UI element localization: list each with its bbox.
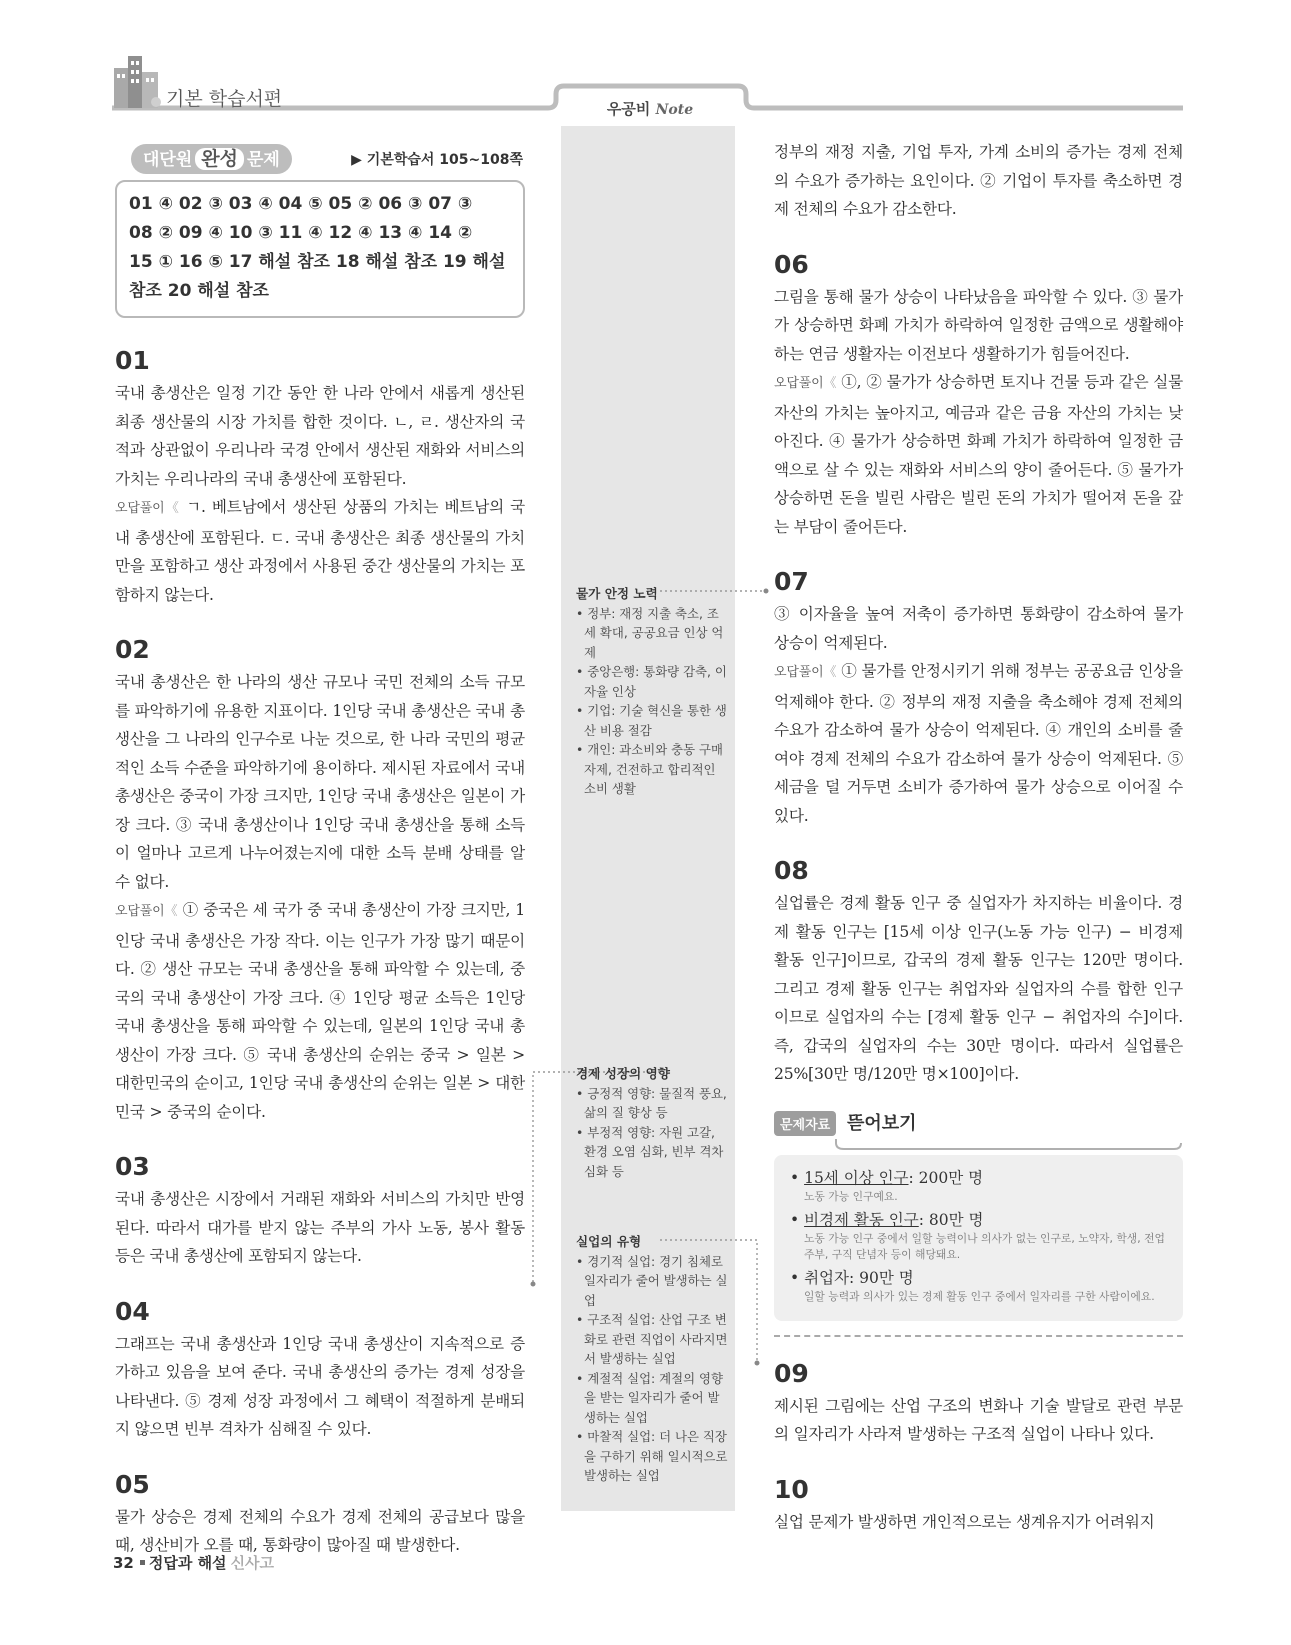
note-list [576, 604, 728, 799]
answer-key-badge [131, 144, 292, 174]
material-box [774, 1155, 1183, 1321]
wrong-answer-label [115, 501, 180, 516]
note-item: • 계절적 실업: 계절의 영향을 받는 일자리가 줄어 발생하는 실업 [576, 1369, 728, 1428]
material-label: 비경제 활동 인구 [804, 1210, 919, 1229]
explanation-text: 실업률은 경제 활동 인구 중 실업자가 차지하는 비율이다. 경제 활동 인구는 [15세 이상 인구(노동 가능 인구) − 비경제 활동 인구]이므로, 갑국의 경제 활동 인구는 120만 명이다. 그리고 경제 활동 인구는 취업자와 실업자의 수를 합한 인구이므로 실업자의 수는 [경제 활동 인구 − 취업자의 수]이다. 즉, 갑국의 실업자의 수는 30만 명이다. 따라서 실업률은 25%[30만 명/120만 명×100]이다. [774, 894, 1183, 1083]
question-number: 02 [115, 635, 150, 664]
explanation-text: 국내 총생산은 일정 기간 동안 한 나라 안에서 새롭게 생산된 최종 생산물의 시장 가치를 합한 것이다. ㄴ, ㄹ. 생산자의 국적과 상관없이 우리나라 국경 안에서 생산된 재화와 서비스의 가치는 우리나라의 국내 총생산에 포함된다. [115, 384, 525, 488]
page-number: 32 [113, 1554, 134, 1572]
explanation-text: 그래프는 국내 총생산과 1인당 국내 총생산이 지속적으로 증가하고 있음을 보여 준다. 국내 총생산의 증가는 경제 성장을 나타낸다. ⑤ 경제 성장 과정에서 그 혜택이 적절하게 분배되지 않으면 빈부 격차가 심해질 수 있다. [115, 1334, 525, 1438]
wrong-answer-explanation [115, 493, 525, 609]
wrong-label-text: 오답풀이 [115, 904, 165, 919]
reference-text: 기본학습서 105~108쪽 [366, 152, 523, 168]
note-item: • 기업: 기술 혁신을 통한 생산 비용 절감 [576, 701, 728, 740]
wrong-answer-text: ㄱ. 베트남에서 생산된 상품의 가치는 베트남의 국내 총생산에 포함된다. ㄷ. 국내 총생산은 최종 생산물의 가치만을 포함하고 생산 과정에서 사용된 중간 생산물의 가치는 포함하지 않는다. [115, 498, 525, 604]
material-sub: 노동 가능 인구 중에서 일할 능력이나 의사가 없는 인구로, 노약자, 학생, 전업주부, 구직 단념자 등이 해당돼요. [804, 1231, 1165, 1261]
material-value: : 90만 명 [849, 1268, 914, 1287]
material-divider [774, 1335, 1183, 1337]
explanation-text: 국내 총생산은 한 나라의 생산 규모나 국민 전체의 소득 규모를 파악하기에 유용한 지표이다. 1인당 국내 총생산은 국내 총생산을 그 나라의 인구수로 나눈 것으로, 한 나라 국민의 평균적인 소득 수준을 파악하기에 용이하다. 제시된 자료에서 국내 총생산은 중국이 가장 크지만, 1인당 국내 총생산은 일본이 가장 크다. ③ 국내 총생산이나 1인당 국내 총생산을 통해 소득이 얼마나 고르게 나누어졌는지에 대한 소득 분배 상태를 알 수 없다. [115, 673, 525, 891]
material-item: • 취업자: 90만 명 [790, 1268, 914, 1287]
badge-big: 완성 [195, 148, 244, 170]
material-item: • 15세 이상 인구: 200만 명 [790, 1168, 984, 1187]
material-title: 뜯어보기 [847, 1112, 917, 1134]
note-item: • 중앙은행: 통화량 감축, 이자율 인상 [576, 662, 728, 701]
explanation-text: 제시된 그림에는 산업 구조의 변화나 기술 발달로 관련 부문의 일자리가 사라져 발생하는 구조적 실업이 나타나 있다. [774, 1396, 1183, 1443]
material-item: • 비경제 활동 인구: 80만 명 [790, 1210, 984, 1229]
right-column [774, 138, 1183, 1536]
material-label: 취업자 [804, 1268, 849, 1287]
answer-line: 08 ② 09 ④ 10 ③ 11 ④ 12 ④ 13 ④ 14 ② [129, 223, 473, 243]
note-item: • 정부: 재정 지출 축소, 조세 확대, 공공요금 인상 억제 [576, 604, 728, 663]
wrong-answer-label [115, 904, 178, 919]
question-number: 07 [774, 567, 809, 596]
note-tab-label [585, 98, 715, 119]
note-title: 실업의 유형 [576, 1234, 642, 1249]
note-item: • 부정적 영향: 자원 고갈, 환경 오염 심화, 빈부 격차 심화 등 [576, 1123, 728, 1182]
material-underline [774, 1137, 1183, 1151]
note-list [576, 1252, 728, 1486]
wrong-answer-text: ① 중국은 세 국가 중 국내 총생산이 가장 크지만, 1인당 국내 총생산은 가장 작다. 이는 인구가 가장 많기 때문이다. ② 생산 규모는 국내 총생산을 통해 파악할 수 있는데, 중국의 국내 총생산이 가장 크다. ④ 1인당 평균 소득은 1인당 국내 총생산을 통해 파악할 수 있는데, 일본의 1인당 국내 총생산이 가장 크다. ⑤ 국내 총생산의 순위는 중국 > 일본 > 대한민국의 순이고, 1인당 국내 총생산의 순위는 일본 > 대한민국 > 중국의 순이다. [115, 901, 525, 1121]
answer-line: 참조 20 해설 참조 [129, 281, 269, 301]
question-number: 06 [774, 249, 809, 279]
wrong-label-text: 오답풀이 [115, 501, 165, 516]
material-badge: 문제자료 [774, 1111, 836, 1136]
chevron-left-icon: 《 [823, 665, 837, 680]
explanation-text: 정부의 재정 지출, 기업 투자, 가계 소비의 증가는 경제 전체의 수요가 증가하는 요인이다. ② 기업이 투자를 축소하면 경제 전체의 수요가 감소한다. [774, 143, 1183, 218]
note-item: • 긍정적 영향: 물질적 풍요, 삶의 질 향상 등 [576, 1084, 728, 1123]
badge-post: 문제 [247, 150, 280, 170]
note-growth-effects [576, 1064, 728, 1181]
material-sub: 일할 능력과 의사가 있는 경제 활동 인구 중에서 일자리를 구한 사람이에요. [804, 1289, 1155, 1303]
wrong-answer-text: ① 물가를 안정시키기 위해 정부는 공공요금 인상을 억제해야 한다. ② 정부의 재정 지출을 축소해야 경제 전체의 수요가 감소하여 물가 상승이 억제된다. ④ 개인의 소비를 줄여야 경제 전체의 수요가 감소하여 물가 상승이 억제된다. ⑤ 세금을 덜 거두면 소비가 증가하여 물가 상승으로 이어질 수 있다. [774, 662, 1183, 825]
material-value: : 200만 명 [908, 1168, 984, 1187]
wrong-answer-explanation [774, 368, 1183, 541]
note-item: • 경기적 실업: 경기 침체로 일자리가 줄어 발생하는 실업 [576, 1252, 728, 1311]
answer-key-box [115, 180, 525, 318]
question-number: 10 [774, 1474, 809, 1504]
wrong-label-text: 오답풀이 [774, 665, 824, 680]
note-item: • 개인: 과소비와 충동 구매 자제, 건전하고 합리적인 소비 생활 [576, 740, 728, 799]
explanation-text: 그림을 통해 물가 상승이 나타났음을 파악할 수 있다. ③ 물가가 상승하면 화폐 가치가 하락하여 일정한 금액으로 생활해야 하는 연금 생활자는 이전보다 생활하기가 힘들어진다. [774, 287, 1183, 363]
question-number: 08 [774, 856, 809, 885]
note-title: 경제 성장의 영향 [576, 1066, 670, 1081]
note-title: 물가 안정 노력 [576, 586, 658, 601]
explanation-text: 물가 상승은 경제 전체의 수요가 경제 전체의 공급보다 많을 때, 생산비가 오를 때, 통화량이 많아질 때 발생한다. [115, 1507, 525, 1554]
note-item: • 구조적 실업: 산업 구조 변화로 관련 직업이 사라지면서 발생하는 실업 [576, 1310, 728, 1369]
wrong-answer-text: ①, ② 물가가 상승하면 토지나 건물 등과 같은 실물 자산의 가치는 높아지고, 예금과 같은 금융 자산의 가치는 낮아진다. ④ 물가가 상승하면 화폐 가치가 하락하여 일정한 금액으로 살 수 있는 재화와 서비스의 양이 줄어든다. ⑤ 물가가 상승하면 돈을 빌린 사람은 빌린 돈의 가치가 떨어져 돈을 갚는 부담이 줄어든다. [774, 373, 1183, 536]
answer-line: 01 ④ 02 ③ 03 ④ 04 ⑤ 05 ② 06 ③ 07 ③ [129, 194, 473, 214]
note-tab-prefix: 우공비 [606, 100, 651, 118]
note-unemployment-types [576, 1232, 728, 1486]
note-item: • 마찰적 실업: 더 나은 직장을 구하기 위해 일시적으로 발생하는 실업 [576, 1427, 728, 1486]
buildings-icon [112, 52, 164, 108]
answer-key-header [115, 144, 525, 180]
material-header [774, 1109, 1183, 1143]
chevron-left-icon: 《 [164, 501, 180, 516]
wrong-answer-label [774, 665, 836, 680]
square-bullet-icon [140, 1560, 145, 1565]
section-label: 기본 학습서편 [166, 88, 283, 110]
badge-pre: 대단원 [143, 150, 193, 170]
explanation-text: 실업 문제가 발생하면 개인적으로는 생계유지가 어려워지 [774, 1512, 1155, 1531]
wrong-label-text: 오답풀이 [774, 376, 824, 391]
chevron-left-icon: 《 [823, 376, 837, 391]
answer-line: 15 ① 16 ⑤ 17 해설 참조 18 해설 참조 19 해설 [129, 252, 506, 272]
publisher-name: 신사고 [230, 1554, 275, 1572]
material-sub: 노동 가능 인구예요. [804, 1189, 898, 1203]
answer-key-reference: ▶ 기본학습서 105~108쪽 [351, 152, 523, 168]
chevron-left-icon: 《 [164, 904, 178, 919]
explanation-text: ③ 이자율을 높여 저축이 증가하면 통화량이 감소하여 물가 상승이 억제된다. [774, 605, 1183, 652]
question-number: 01 [115, 346, 150, 375]
question-number: 04 [115, 1296, 150, 1326]
note-price-stability [576, 584, 728, 799]
wrong-answer-explanation [115, 896, 525, 1126]
question-number: 03 [115, 1152, 150, 1181]
note-list [576, 1084, 728, 1182]
footer-title: 정답과 해설 [148, 1554, 227, 1572]
material-value: : 80만 명 [918, 1210, 984, 1229]
page-footer [113, 1552, 274, 1573]
question-number: 05 [115, 1469, 150, 1499]
question-number: 09 [774, 1358, 809, 1388]
left-column [115, 144, 525, 1560]
material-label: 15세 이상 인구 [804, 1168, 909, 1187]
note-tab-word: Note [655, 102, 694, 118]
wrong-answer-label [774, 376, 836, 391]
explanation-text: 국내 총생산은 시장에서 거래된 재화와 서비스의 가치만 반영된다. 따라서 대가를 받지 않는 주부의 가사 노동, 봉사 활동 등은 국내 총생산에 포함되지 않는다. [115, 1190, 525, 1265]
wrong-answer-explanation [774, 657, 1183, 830]
